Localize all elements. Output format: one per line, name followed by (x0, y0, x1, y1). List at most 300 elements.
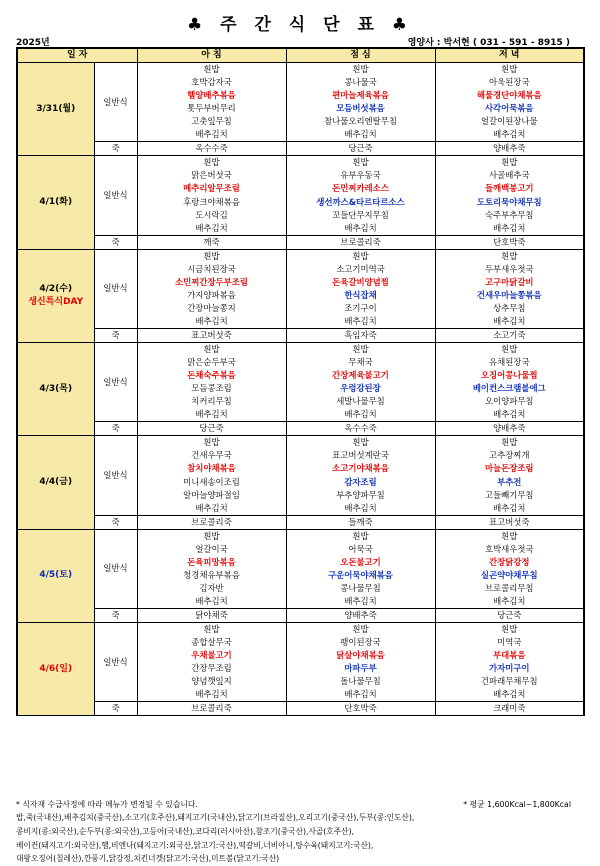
breakfast-item (137, 636, 286, 649)
lunch-item (286, 582, 435, 595)
juk-item: 흑임자죽 (286, 328, 435, 342)
dinner-item (435, 369, 584, 382)
breakfast-item (137, 302, 286, 315)
lunch-item (286, 276, 435, 289)
lunch-item (286, 408, 435, 422)
breakfast-item (137, 222, 286, 236)
dinner-item (435, 356, 584, 369)
menu-item-text: 흰밥 (352, 250, 369, 261)
dinner-item (435, 489, 584, 502)
menu-item-text: 오징어콩나물찜 (480, 370, 538, 381)
breakfast-item (137, 276, 286, 289)
menu-item-text: 마파두부 (344, 663, 377, 674)
menu-item-text: 햄양배추볶음 (187, 90, 236, 101)
menu-item-text: 흰밥 (501, 250, 518, 261)
menu-item-text: 유채된장국 (489, 357, 530, 368)
lunch-item (286, 675, 435, 688)
menu-item-text: 흰밥 (501, 157, 518, 168)
juk-row (17, 422, 584, 436)
menu-item-text: 간장닭강정 (489, 556, 530, 567)
menu-item-text: 배추김치 (344, 689, 377, 700)
lunch-item (286, 249, 435, 263)
menu-item-text: 배추김치 (344, 315, 377, 326)
lunch-item (286, 182, 435, 195)
general-meal-label: 일반식 (94, 343, 137, 422)
lunch-item (286, 649, 435, 662)
year-label: 2025년 (16, 38, 50, 48)
dinner-item (435, 595, 584, 609)
juk-label: 죽 (94, 142, 137, 156)
breakfast-item (137, 502, 286, 516)
juk-label: 죽 (94, 422, 137, 436)
dinner-item (435, 382, 584, 395)
breakfast-item (137, 569, 286, 582)
menu-item-text: 사각어묵볶음 (484, 103, 534, 114)
dinner-item (435, 343, 584, 357)
day-date-cell (17, 529, 94, 622)
menu-item-text: 배추김치 (344, 595, 377, 606)
menu-item-text: 흰밥 (203, 624, 220, 635)
breakfast-item (137, 209, 286, 222)
menu-item-text: 후랑크야채볶음 (183, 196, 240, 207)
menu-item-text: 돌나물무침 (340, 676, 381, 687)
menu-item-text: 미역국 (497, 637, 522, 648)
menu-item-text: 흰밥 (203, 157, 220, 168)
juk-item: 양배추죽 (435, 422, 584, 436)
breakfast-item (137, 89, 286, 102)
menu-item-text: 도시락김 (195, 209, 228, 220)
juk-item: 당근죽 (435, 608, 584, 622)
dinner-item (435, 302, 584, 315)
dinner-item (435, 623, 584, 637)
lunch-item (286, 595, 435, 609)
menu-item-text: 배추김치 (493, 315, 526, 326)
breakfast-item (137, 476, 286, 489)
breakfast-item (137, 688, 286, 702)
menu-item-text: 간장마늘쫑지 (187, 302, 236, 313)
menu-item-text: 브로콜리무침 (484, 582, 534, 593)
menu-item-text: 고춧잎무침 (191, 116, 232, 127)
dinner-item (435, 543, 584, 556)
dinner-item (435, 89, 584, 102)
menu-item-text: 흰밥 (203, 437, 220, 448)
lunch-item (286, 543, 435, 556)
menu-item-text: 메추리알무조림 (183, 183, 240, 194)
page-title: ♣ 주 간 식 단 표 ♣ (186, 15, 414, 35)
juk-row (17, 702, 584, 716)
juk-row (17, 608, 584, 622)
menu-item-text: 톳두부버무리 (187, 103, 236, 114)
menu-item-text: 흰밥 (501, 530, 518, 541)
menu-item-text: 흰밥 (352, 437, 369, 448)
menu-item-text: 맑은순두부국 (187, 357, 236, 368)
menu-item-text: 편마늘제육볶음 (332, 90, 389, 101)
dinner-item (435, 449, 584, 462)
dinner-item (435, 636, 584, 649)
breakfast-item (137, 182, 286, 195)
menu-item-text: 흰밥 (203, 344, 220, 355)
juk-item: 양배추죽 (286, 608, 435, 622)
table-row (17, 436, 584, 450)
special-event: 생신특식DAY (28, 296, 84, 307)
table-row (17, 623, 584, 637)
menu-item-text: 건새우무국 (191, 450, 232, 461)
menu-item-text: 콩나물무침 (340, 582, 381, 593)
juk-item: 단호박죽 (435, 235, 584, 249)
menu-item-text: 세발나물무침 (336, 396, 385, 407)
dinner-item (435, 76, 584, 89)
menu-item-text: 숙주부추무침 (484, 209, 534, 220)
general-meal-label: 일반식 (94, 249, 137, 328)
lunch-item (286, 623, 435, 637)
breakfast-item (137, 115, 286, 128)
menu-item-text: 양념깻잎지 (191, 676, 232, 687)
menu-item-text: 배추김치 (344, 502, 377, 513)
menu-item-text: 흰밥 (501, 437, 518, 448)
origin-line: 밥,죽(국내산),배추김치(중국산),소고기(호주산),돼지고기(국내산),닭고기(브라질산),오리고기(중국산),두부(콩:인도산), (16, 813, 415, 822)
menu-item-text: 콩나물국 (344, 77, 377, 88)
day-date: 4/6(일) (39, 663, 73, 674)
breakfast-item (137, 156, 286, 170)
juk-item: 깨죽 (137, 235, 286, 249)
breakfast-item (137, 263, 286, 276)
menu-item-text: 부대볶음 (493, 650, 526, 661)
header-breakfast: 아 침 (137, 48, 286, 63)
menu-item-text: 구운어묵야채볶음 (328, 569, 393, 580)
general-meal-label: 일반식 (94, 436, 137, 515)
lunch-item (286, 529, 435, 543)
breakfast-item (137, 649, 286, 662)
calorie-info: * 평균 1,600Kcal~1,800Kcal (463, 800, 571, 809)
lunch-item (286, 209, 435, 222)
lunch-item (286, 502, 435, 516)
table-row (17, 249, 584, 263)
lunch-item (286, 382, 435, 395)
menu-item-text: 사골배추국 (489, 170, 530, 181)
header-lunch: 점 심 (286, 48, 435, 63)
menu-item-text: 유부우동국 (340, 170, 381, 181)
lunch-item (286, 289, 435, 302)
juk-item: 크래미죽 (435, 702, 584, 716)
juk-row (17, 515, 584, 529)
menu-item-text: 부추전 (497, 476, 522, 487)
menu-item-text: 어묵국 (348, 543, 373, 554)
dinner-item (435, 582, 584, 595)
menu-item-text: 배추김치 (493, 502, 526, 513)
breakfast-item (137, 128, 286, 142)
juk-item: 닭야채죽 (137, 608, 286, 622)
menu-item-text: 흰밥 (203, 250, 220, 261)
menu-item-text: 도토리묵야채무침 (476, 196, 542, 207)
dinner-item (435, 276, 584, 289)
juk-label: 죽 (94, 608, 137, 622)
breakfast-item (137, 462, 286, 475)
menu-item-text: 흰밥 (352, 344, 369, 355)
menu-item-text: 건파래무채무침 (480, 676, 538, 687)
dinner-item (435, 502, 584, 516)
dinner-item (435, 249, 584, 263)
lunch-item (286, 115, 435, 128)
menu-item-text: 마늘돈장조림 (484, 463, 534, 474)
menu-item-text: 베이컨스크램블에그 (472, 383, 546, 394)
menu-item-text: 배추김치 (493, 689, 526, 700)
menu-item-text: 알마늘양파절임 (183, 489, 240, 500)
menu-item-text: 돈육피망볶음 (187, 556, 236, 567)
day-date-cell (17, 436, 94, 529)
menu-item-text: 배추김치 (195, 502, 228, 513)
day-date-cell (17, 343, 94, 436)
menu-item-text: 돈민찌카레소스 (332, 183, 389, 194)
menu-item-text: 흰밥 (203, 64, 220, 75)
lunch-item (286, 315, 435, 329)
dinner-item (435, 182, 584, 195)
juk-label: 죽 (94, 235, 137, 249)
breakfast-item (137, 556, 286, 569)
day-date-cell (17, 249, 94, 342)
dinner-item (435, 569, 584, 582)
menu-item-text: 표고버섯계란국 (332, 450, 389, 461)
origin-info (16, 811, 583, 866)
menu-item-text: 부추양파무침 (336, 489, 385, 500)
juk-item: 들깨죽 (286, 515, 435, 529)
dinner-item (435, 289, 584, 302)
menu-item-text: 얼갈이국 (195, 543, 228, 554)
menu-item-text: 청경채유부볶음 (183, 569, 240, 580)
breakfast-item (137, 595, 286, 609)
menu-item-text: 배추김치 (195, 222, 228, 233)
menu-item-text: 호박감자국 (191, 77, 232, 88)
menu-item-text: 흰밥 (352, 157, 369, 168)
header-dinner: 저 녁 (435, 48, 584, 63)
menu-item-text: 흰밥 (203, 530, 220, 541)
menu-item-text: 우채불고기 (191, 650, 232, 661)
origin-line: 콩비지(콩:외국산),순두부(콩:외국산),고등어(국내산),코다리(러시아산),참조기(중국산),사골(호주산), (16, 826, 355, 836)
general-meal-label: 일반식 (94, 529, 137, 608)
lunch-item (286, 436, 435, 450)
menu-item-text: 돈육갈비양념찜 (332, 276, 389, 287)
menu-item-text: 배추김치 (493, 129, 526, 140)
menu-item-text: 흰밥 (501, 344, 518, 355)
lunch-item (286, 102, 435, 115)
juk-item: 브로콜리죽 (137, 702, 286, 716)
lunch-item (286, 569, 435, 582)
menu-item-text: 닭살야채볶음 (336, 650, 385, 661)
menu-item-text: 생선까스&타르타르소스 (316, 196, 405, 207)
dinner-item (435, 115, 584, 128)
breakfast-item (137, 76, 286, 89)
lunch-item (286, 489, 435, 502)
breakfast-item (137, 169, 286, 182)
menu-item-text: 참나물오리엔탈무침 (324, 116, 397, 127)
table-row (17, 63, 584, 77)
juk-item: 표고버섯죽 (435, 515, 584, 529)
dinner-item (435, 675, 584, 688)
menu-item-text: 감자조림 (344, 476, 377, 487)
juk-item: 브로콜리죽 (286, 235, 435, 249)
juk-item: 옥수수죽 (137, 142, 286, 156)
general-meal-label: 일반식 (94, 63, 137, 142)
menu-item-text: 김자반 (199, 582, 224, 593)
table-row (17, 156, 584, 170)
menu-item-text: 배추김치 (493, 409, 526, 420)
general-meal-label: 일반식 (94, 623, 137, 702)
table-header-row (17, 48, 584, 63)
menu-item-text: 소고기미역국 (336, 263, 385, 274)
juk-item: 소고기죽 (435, 328, 584, 342)
breakfast-item (137, 582, 286, 595)
dinner-item (435, 156, 584, 170)
menu-item-text: 모듬콩조림 (191, 383, 232, 394)
menu-item-text: 가지양파볶음 (187, 289, 236, 300)
breakfast-item (137, 356, 286, 369)
menu-item-text: 배추김치 (493, 222, 526, 233)
menu-item-text: 들깨백봉고기 (484, 183, 534, 194)
lunch-item (286, 128, 435, 142)
dinner-item (435, 436, 584, 450)
menu-item-text: 고들빼기무침 (484, 489, 534, 500)
dinner-item (435, 196, 584, 209)
menu-item-text: 모듬버섯볶음 (336, 103, 385, 114)
lunch-item (286, 395, 435, 408)
breakfast-item (137, 662, 286, 675)
menu-item-text: 배추김치 (195, 689, 228, 700)
breakfast-item (137, 289, 286, 302)
menu-item-text: 배추김치 (195, 595, 228, 606)
dinner-item (435, 649, 584, 662)
menu-item-text: 배추김치 (493, 595, 526, 606)
origin-line: 대왕오징어(칠레산),깐풍기,닭강정,치킨너겟(닭고기:국산),미트볼(닭고기:국산) (16, 854, 280, 864)
menu-item-text: 해물경단야채볶음 (476, 90, 542, 101)
dinner-item (435, 556, 584, 569)
dinner-item (435, 662, 584, 675)
menu-item-text: 두부새우젓국 (484, 263, 534, 274)
menu-item-text: 아욱된장국 (489, 77, 530, 88)
day-date: 4/1(화) (39, 197, 73, 208)
menu-item-text: 오이양파무침 (484, 396, 534, 407)
change-notice: * 식자재 수급사정에 따라 메뉴가 변경될 수 있습니다. (16, 800, 198, 809)
menu-item-text: 팽이된장국 (340, 637, 381, 648)
lunch-item (286, 662, 435, 675)
dinner-item (435, 102, 584, 115)
menu-item-text: 한식잡채 (344, 289, 377, 300)
menu-item-text: 간장제육불고기 (332, 370, 389, 381)
header-date: 일 자 (17, 48, 137, 63)
lunch-item (286, 476, 435, 489)
menu-item-text: 상추무침 (493, 302, 526, 313)
dietitian-contact: 영양사 : 박서현 ( 031 - 591 - 8915 ) (407, 38, 570, 48)
lunch-item (286, 356, 435, 369)
day-date: 4/3(목) (39, 383, 73, 394)
menu-item-text: 흰밥 (501, 624, 518, 635)
dinner-item (435, 263, 584, 276)
juk-label: 죽 (94, 515, 137, 529)
lunch-item (286, 169, 435, 182)
juk-item: 브로콜리죽 (137, 515, 286, 529)
breakfast-item (137, 315, 286, 329)
lunch-item (286, 196, 435, 209)
menu-item-text: 배추김치 (195, 409, 228, 420)
dinner-item (435, 408, 584, 422)
menu-item-text: 무채국 (348, 357, 373, 368)
breakfast-item (137, 102, 286, 115)
lunch-item (286, 688, 435, 702)
juk-label: 죽 (94, 702, 137, 716)
lunch-item (286, 63, 435, 77)
menu-item-text: 시금치된장국 (187, 263, 236, 274)
dinner-item (435, 222, 584, 236)
day-date-cell (17, 63, 94, 156)
menu-item-text: 간장무조림 (191, 663, 232, 674)
juk-row (17, 328, 584, 342)
menu-item-text: 우렁강된장 (340, 383, 381, 394)
dinner-item (435, 529, 584, 543)
menu-item-text: 맑은버섯국 (191, 170, 232, 181)
menu-item-text: 건새우마늘쫑볶음 (476, 289, 542, 300)
breakfast-item (137, 196, 286, 209)
dinner-item (435, 209, 584, 222)
menu-item-text: 소고기야채볶음 (332, 463, 389, 474)
dinner-item (435, 315, 584, 329)
day-date: 4/2(수) (39, 283, 73, 294)
menu-body (17, 63, 584, 716)
day-date-cell (17, 623, 94, 716)
lunch-item (286, 302, 435, 315)
juk-row (17, 235, 584, 249)
lunch-item (286, 556, 435, 569)
breakfast-item (137, 343, 286, 357)
breakfast-item (137, 675, 286, 688)
lunch-item (286, 449, 435, 462)
breakfast-item (137, 369, 286, 382)
juk-item: 옥수수죽 (286, 422, 435, 436)
menu-item-text: 오돈불고기 (340, 556, 381, 567)
breakfast-item (137, 489, 286, 502)
breakfast-item (137, 382, 286, 395)
menu-item-text: 배추김치 (195, 129, 228, 140)
day-date: 4/4(금) (39, 477, 73, 487)
menu-item-text: 흰밥 (352, 64, 369, 75)
juk-item: 표고버섯죽 (137, 328, 286, 342)
dinner-item (435, 63, 584, 77)
juk-item: 당근죽 (286, 142, 435, 156)
dinner-item (435, 169, 584, 182)
breakfast-item (137, 408, 286, 422)
menu-item-text: 배추김치 (344, 222, 377, 233)
menu-item-text: 고추장찌개 (489, 450, 530, 461)
breakfast-item (137, 63, 286, 77)
juk-row (17, 142, 584, 156)
lunch-item (286, 156, 435, 170)
menu-item-text: 배추김치 (344, 129, 377, 140)
menu-item-text: 고구마닭갈비 (484, 276, 534, 287)
dinner-item (435, 462, 584, 475)
day-date-cell (17, 156, 94, 249)
juk-item: 양배추죽 (435, 142, 584, 156)
menu-item-text: 미니새송이조림 (183, 476, 240, 487)
table-row (17, 529, 584, 543)
dinner-item (435, 688, 584, 702)
lunch-item (286, 462, 435, 475)
origin-line: 베이컨(돼지고기:외국산),햄,비엔나(돼지고기:외국산,닭고기:국산),떡갈비,너비아니,탕수육(돼지고기:국산), (16, 840, 374, 850)
general-meal-label: 일반식 (94, 156, 137, 235)
day-date: 4/5(토) (39, 570, 73, 581)
juk-item: 단호박죽 (286, 702, 435, 716)
menu-item-text: 돈채숙주볶음 (187, 370, 236, 381)
breakfast-item (137, 249, 286, 263)
lunch-item (286, 636, 435, 649)
menu-item-text: 흰밥 (352, 530, 369, 541)
lunch-item (286, 343, 435, 357)
